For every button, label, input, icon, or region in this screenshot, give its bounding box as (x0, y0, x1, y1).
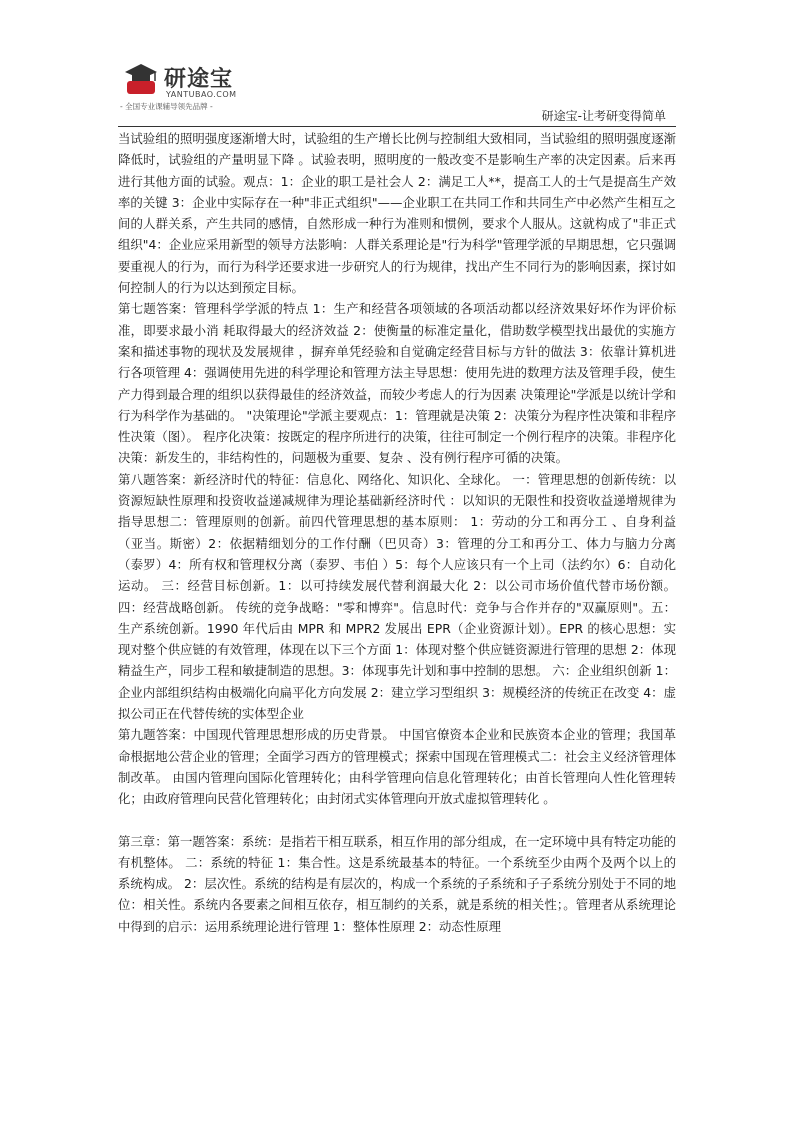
logo-tagline: - 全国专业课辅导领先品牌 - (120, 102, 213, 111)
paragraph-chapter3-q1-answer: 第三章：第一题答案：系统：是指若干相互联系，相互作用的部分组成，在一定环境中具有特定功能的有机整体。 二：系统的特征 1：集合性。这是系统最基本的特征。一个系统至少由两个及两个以上的系统构成。 2：层次性。系统的结构是有层次的，构成一个系统的子系统和子子系统分别处于不同的地位：相关性。系统内各要素之间相互依存，相互制约的关系，就是系统的相关性；。管理者从系统理论中得到的启示：运用系统理论进行管理 1：整体性原理 2：动态性原理 (118, 833, 676, 934)
document-body (118, 128, 676, 937)
logo-name: 研途宝 (164, 67, 234, 92)
paragraph-spacer (118, 810, 676, 831)
logo-url: YANTUBAO.COM (166, 90, 237, 99)
header-slogan: 研途宝-让考研变得简单 (541, 109, 666, 123)
header-divider (118, 126, 676, 127)
paragraph-q8-answer: 第八题答案：新经济时代的特征：信息化、网络化、知识化、全球化。 一：管理思想的创新传统：以资源短缺性原理和投资收益递减规律为理论基础新经济时代 ：以知识的无限性和投资收益递增规律为指导思想二：管理原则的创新。前四代管理思想的基本原则： 1：劳动的分工和再分工 、自身利益（亚当。斯密）2：依据精细划分的工作付酬（巴贝奇）3：管理的分工和再分工、体力与脑力分离（泰罗）4：所有权和管理权分离（泰罗、韦伯 ）5：每个人应该只有一个上司（法约尔）6：自动化运动。 三：经营目标创新。1：以可持续发展代替利润最大化 2：以公司市场价值代替市场份额。 四：经营战略创新。 传统的竞争战略："零和博弈"。信息时代：竞争与合作并存的"双赢原则"。五：生产系统创新。1990 年代后由 MPR 和 MPR2 发展出 EPR（企业资源计划）。EPR 的核心思想：实现对整个供应链的有效管理，体现在以下三个方面 1：体现对整个供应链资源进行管理的思想 2：体现精益生产，同步工程和敏捷制造的思想。3：体现事先计划和事中控制的思想。 六：企业组织创新 1：企业内部组织结构由极端化向扁平化方向发展 2：建立学习型组织 3：规模经济的传统正在改变 4：虚拟公司正在代替传统的实体型企业 (118, 471, 676, 722)
paragraph-q9-answer: 第九题答案：中国现代管理思想形成的历史背景。 中国官僚资本企业和民族资本企业的管理；我国革命根据地公营企业的管理；全面学习西方的管理模式；探索中国现在管理模式二：社会主义经济管理体制改革。 由国内管理向国际化管理转化；由科学管理向信息化管理转化；由首长管理向人性化管理转化；由政府管理向民营化管理转化；由封闭式实体管理向开放式虚拟管理转化 。 (118, 727, 676, 807)
paragraph-experiment: 当试验组的照明强度逐渐增大时，试验组的生产增长比例与控制组大致相同，当试验组的照明强度逐渐降低时，试验组的产量明显下降 。试验表明，照明度的一般改变不是影响生产率的决定因素。后来再进行其他方面的试验。观点：1：企业的职工是社会人 2：满足工人**，提高工人的士气是提高生产效率的关键 3：企业中实际存在一种"非正式组织"——企业职工在共同工作和共同生产中必然产生相互之间的人群关系，产生共同的感情，自然形成一种行为准则和惯例，要求个人服从。这就构成了"非正式组织"4：企业应采用新型的领导方法影响：人群关系理论是"行为科学"管理学派的早期思想，它只强调要重视人的行为，而行为科学还要求进一步研究人的行为规律，找出产生不同行为的影响因素，探讨如何控制人的行为以达到预定目标。 (118, 131, 676, 296)
graduation-cap-logo-icon (124, 62, 158, 96)
paragraph-q7-answer: 第七题答案：管理科学学派的特点 1：生产和经营各项领域的各项活动都以经济效果好坏作为评价标准，即要求最小消 耗取得最大的经济效益 2：使衡量的标准定量化，借助数学模型找出最优的实施方案和描述事物的现状及发展规律 ，摒弃单凭经验和自觉确定经营目标与方针的做法 3：依靠计算机进行各项管理 4：强调使用先进的科学理论和管理方法主导思想：使用先进的数理方法及管理手段，使生产力得到最合理的组织以获得最佳的经济效益，而较少考虑人的行为因素 决策理论"学派是以统计学和行为科学作为基础的。 "决策理论"学派主要观点：1：管理就是决策 2：决策分为程序性决策和非程序性决策（图）。 程序化决策：按既定的程序所进行的决策，往往可制定一个例行程序的决策。非程序化决策：新发生的，非结构性的，问题极为重要、复杂 、没有例行程序可循的决策。 (118, 301, 676, 466)
page-header (0, 0, 794, 130)
logo[interactable] (118, 60, 258, 118)
